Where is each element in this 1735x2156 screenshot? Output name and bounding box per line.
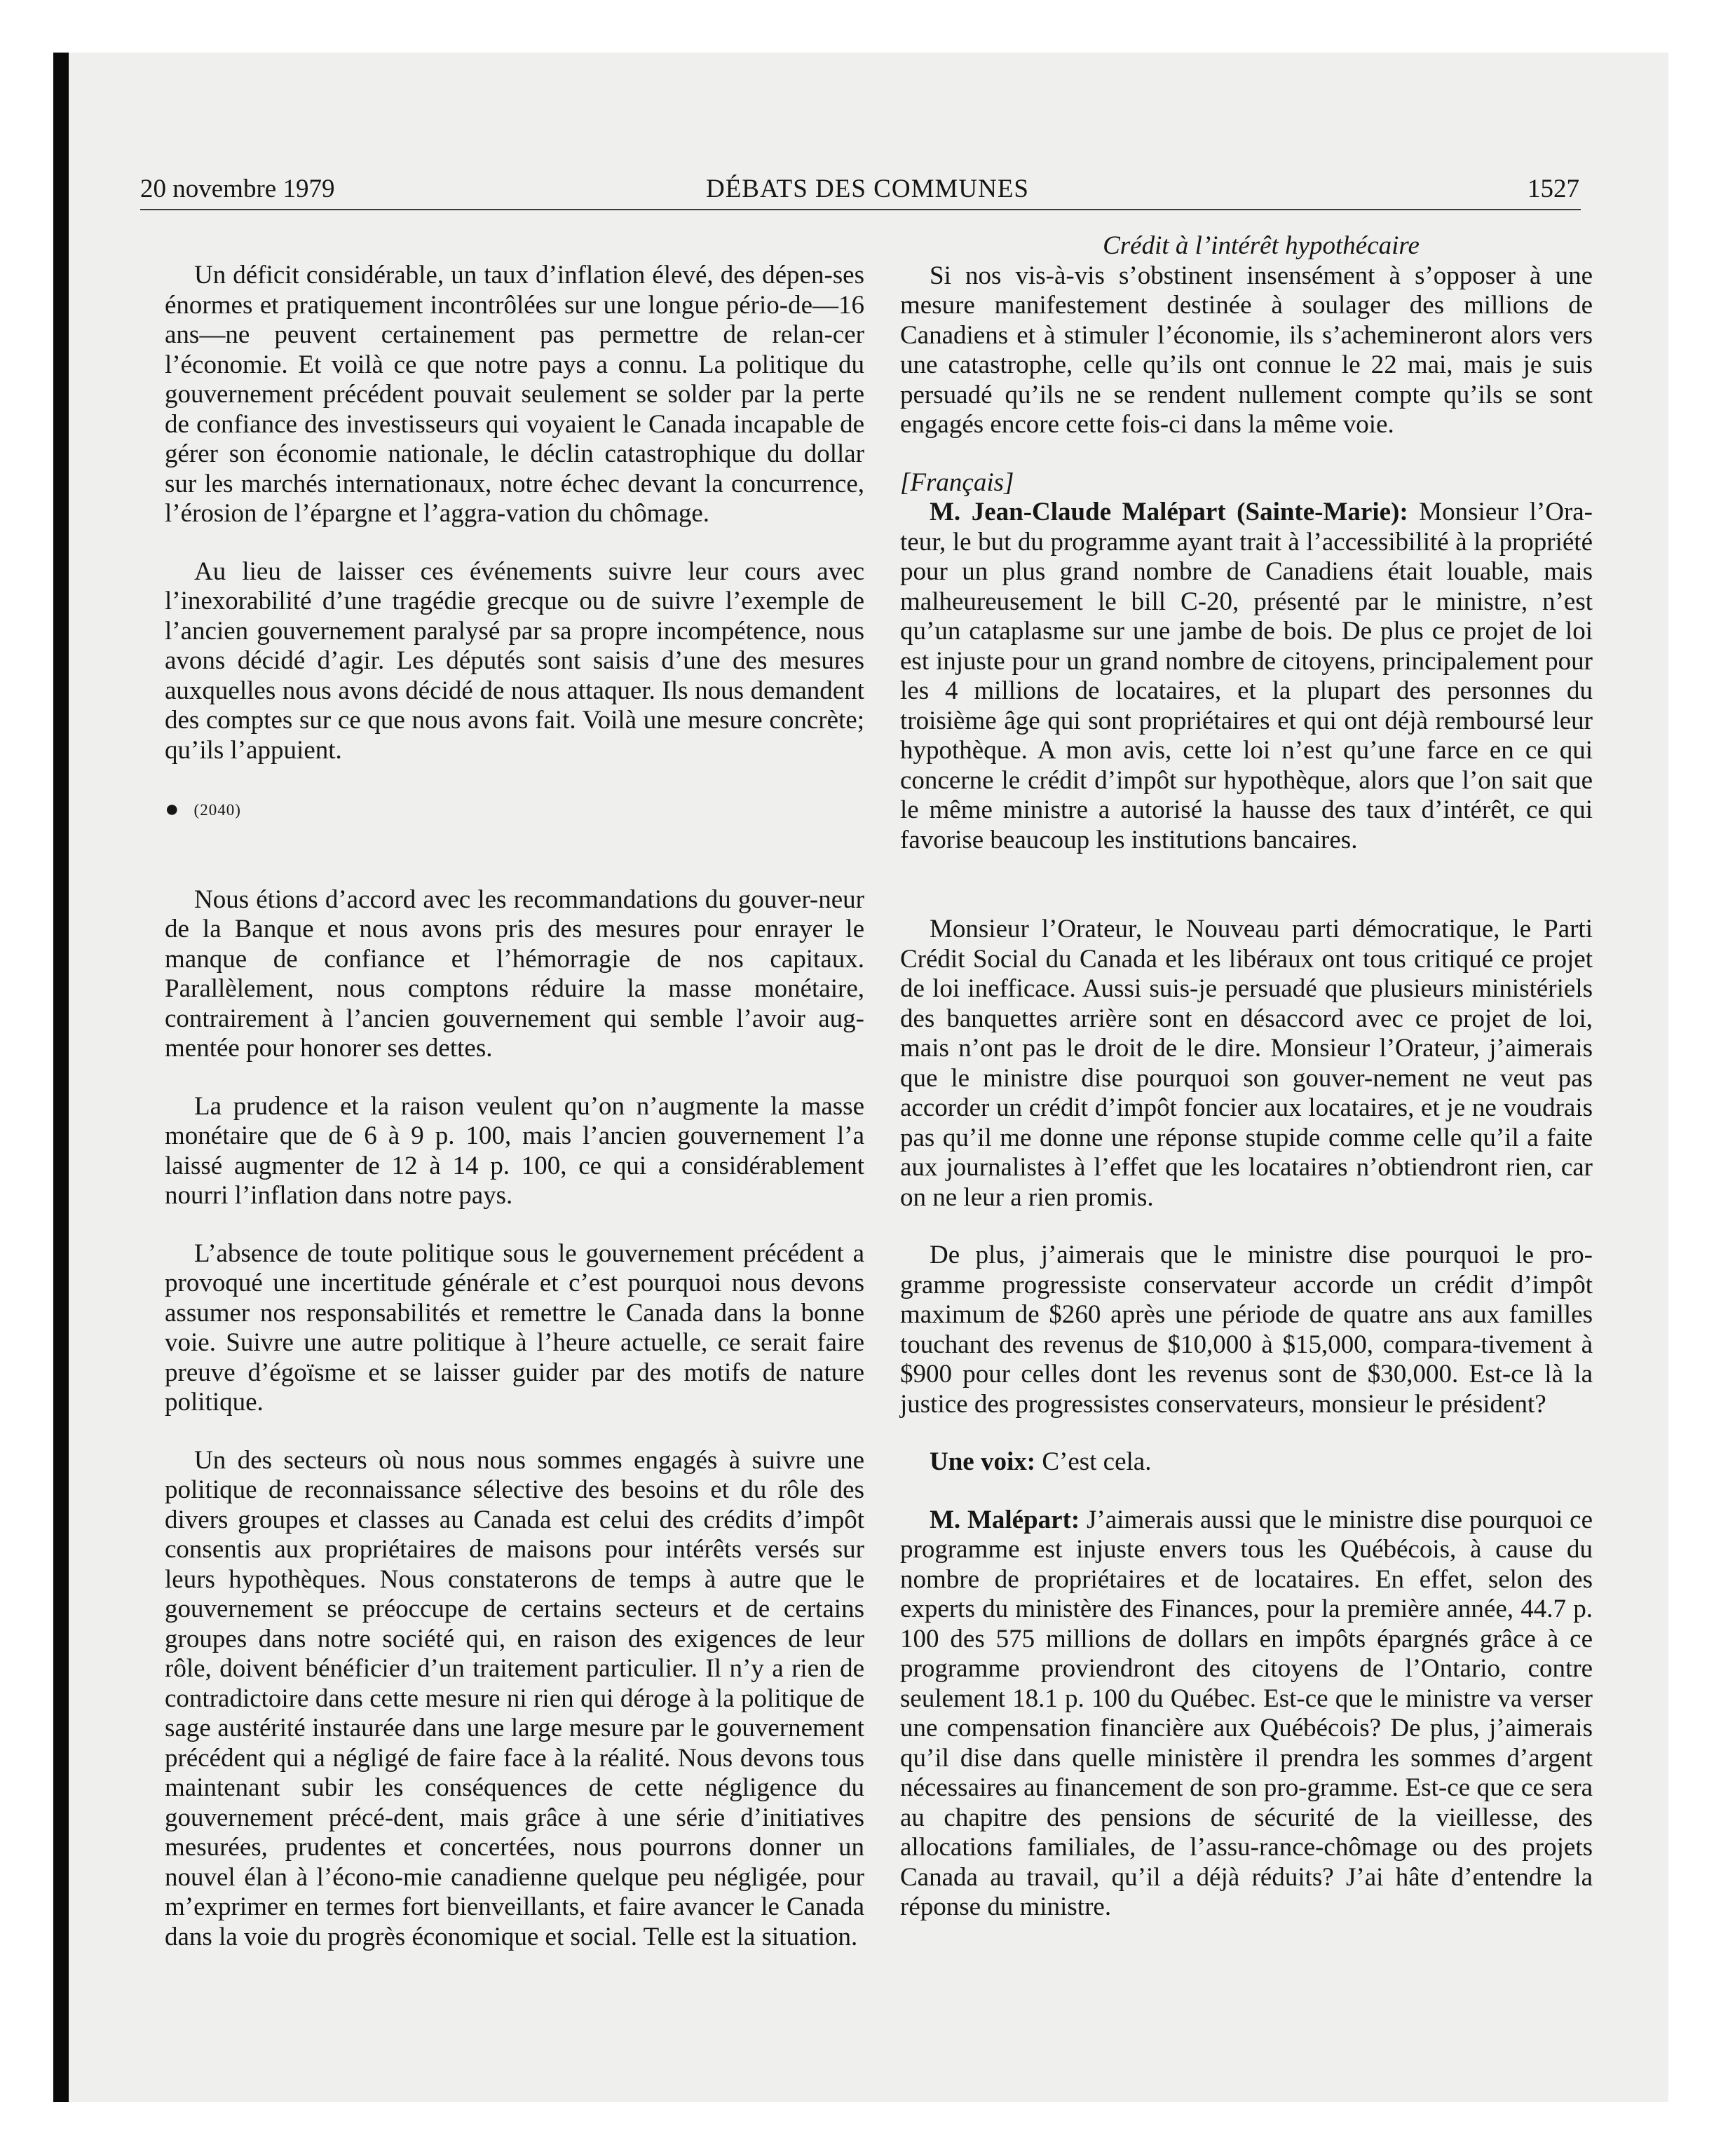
paragraph-secteurs: Un des secteurs où nous nous sommes engagés à suivre une politique de reconnaissance sélective des besoins et du rôle des divers groupes et classes au Canada est celui des crédits d’impôt consentis aux propriétaires de maisons pour intérêts versés sur leurs hypothèques. Nous constaterons de temps à autre que le gouvernement se préoccupe de certains secteurs et de certains groupes dans notre société qui, en raison des exigences de leur rôle, doivent bénéficier d’un traitement particulier. Il n’y a rien de contradictoire dans cette mesure ni rien qui déroge à la politique de sage austérité instaurée dans une large mesure par le gouvernement précédent qui a négligé de faire face à la réalité. Nous devons tous maintenant subir les conséquences de cette négligence du gouvernement précé-dent, mais grâce à une série d’initiatives mesurées, prudentes et concertées, nous pourrons donner un nouvel élan à l’écono-mie canadienne quelque peu négligée, pour m’exprimer en termes fort bienveillants, et faire avancer le Canada dans la voie du progrès économique et social. Telle est la situation.: [165, 1445, 864, 1951]
speech-une-voix: [900, 1447, 1593, 1478]
paragraph-programme: De plus, j’aimerais que le ministre dise pourquoi le pro-gramme progressiste conservateur accorde un crédit d’impôt maximum de $260 après une période de quatre ans aux familles touchant des revenus de $10,000 à $15,000, compara-tivement à $900 pour celles dont les revenus sont de $30,000. Est-ce là la justice des progressistes conservateurs, monsieur le président?: [900, 1241, 1593, 1419]
bullet-icon: ●: [165, 796, 180, 822]
header-rule: [140, 209, 1581, 210]
language-tag: [Français]: [900, 468, 1014, 497]
left-column: [165, 231, 864, 1952]
speech-text: J’aimerais aussi que le ministre dise pourquoi ce programme est injuste envers tous les Québécois, à cause du nombre de propriétaires et de locataires. En effet, selon des experts du ministère des Finances, pour la première année, 44.7 p. 100 des 575 millions de dollars en impôts épargnés grâce à ce programme proviendront des citoyens de l’Ontario, contre seulement 18.1 p. 100 du Québec. Est-ce que le ministre va verser une compensation financière aux Québécois? De plus, j’aimerais qu’il dise dans quelle ministère il prendra les sommes d’argent nécessaires au financement de son pro-gramme. Est-ce que ce sera au chapitre des pensions de sécurité de la vieillesse, des allocations familiales, de l’assu-rance-chômage ou des projets Canada au travail, qu’il a déjà réduits? J’ai hâte d’entendre la réponse du ministre.: [900, 1505, 1593, 1921]
paragraph-orateur: Monsieur l’Orateur, le Nouveau parti démocratique, le Parti Crédit Social du Canada et les libéraux ont tous critiqué ce projet de loi inefficace. Aussi suis-je persuadé que plusieurs ministériels des banquettes arrière sont en désaccord avec ce projet de loi, mais n’ont pas le droit de le dire. Monsieur l’Orateur, j’aimerais que le ministre dise pourquoi son gouver-nement ne veut pas accorder un crédit d’impôt foncier aux locataires, et je ne voudrais pas qu’il me donne une réponse stupide comme celle qu’il a faite aux journalistes à l’effet que les locataires n’obtiendront rien, car on ne leur a rien promis.: [900, 915, 1593, 1212]
paragraph-vis-a-vis: Si nos vis-à-vis s’obstinent insensément à s’opposer à une mesure manifestement destinée à soulager des millions de Canadiens et à stimuler l’économie, ils s’achemineront alors vers une catastrophe, celle qu’ils ont connue le 22 mai, mais je suis persuadé qu’ils ne se rendent nullement compte qu’ils se sont engagés encore cette fois-ci dans la même voie.: [900, 261, 1593, 439]
speech-malepart-2: [900, 1506, 1593, 1923]
paragraph-deficit: Un déficit considérable, un taux d’inflation élevé, des dépen-ses énormes et pratiquement incontrôlées sur une longue pério-de—16 ans—ne peuvent certainement pas permettre de relan-cer l’économie. Et voilà ce que notre pays a connu. La politique du gouvernement précédent pouvait seulement se solder par la perte de confiance des investisseurs qui voyaient le Canada incapable de gérer son économie nationale, le déclin catastrophique du dollar sur les marchés internationaux, notre échec devant la concurrence, l’érosion de l’épargne et l’aggra-vation du chômage.: [165, 261, 864, 528]
running-head-title: DÉBATS DES COMMUNES: [705, 175, 1029, 203]
paragraph-banque: Nous étions d’accord avec les recommandations du gouver-neur de la Banque et nous avons pris des mesures pour enrayer le manque de confiance et l’hémorragie de nos capitaux. Parallèlement, nous comptons réduire la masse monétaire, contrairement à l’ancien gouvernement qui semble l’avoir aug-mentée pour honorer ses dettes.: [165, 885, 864, 1063]
section-heading: Crédit à l’intérêt hypothécaire: [1103, 231, 1420, 260]
speaker-name: M. Malépart:: [930, 1505, 1080, 1534]
time-marker-label: (2040): [193, 801, 241, 819]
paragraph-absence: L’absence de toute politique sous le gouvernement précédent a provoqué une incertitude générale et c’est pourquoi nous devons assumer nos responsabilités et remettre le Canada dans la bonne voie. Suivre une autre politique à l’heure actuelle, ce serait faire preuve d’égoïsme et se laisser guider par des motifs de nature politique.: [165, 1239, 864, 1417]
paragraph-prudence: La prudence et la raison veulent qu’on n’augmente la masse monétaire que de 6 à 9 p. 100, mais l’ancien gouvernement l’a laissé augmenter de 12 à 14 p. 100, ce qui a considérablement nourri l’inflation dans notre pays.: [165, 1091, 864, 1210]
speaker-name: M. Jean-Claude Malépart (Sainte-Marie):: [930, 498, 1408, 526]
speaker-name: Une voix:: [930, 1447, 1036, 1476]
speech-text: Monsieur l’Ora-teur, le but du programme ayant trait à l’accessibilité à la propriété pour un plus grand nombre de Canadiens était louable, mais malheureusement le bill C-20, présenté par le ministre, n’est qu’un cataplasme sur une jambe de bois. De plus ce projet de loi est injuste pour un grand nombre de citoyens, principalement pour les 4 millions de locataires, et la plupart des personnes du troisième âge qui sont propriétaires et qui ont déjà remboursé leur hypothèque. A mon avis, cette loi n’est qu’une farce en ce qui concerne le crédit d’impôt sur hypothèque, alors que l’on sait que le même ministre a autorisé la hausse des taux d’intérêt, ce qui favorise beaucoup les institutions bancaires.: [900, 498, 1593, 854]
right-column: [900, 231, 1593, 1923]
speech-text: C’est cela.: [1042, 1447, 1152, 1476]
page-number: 1527: [1528, 175, 1579, 203]
paragraph-tragedie: Au lieu de laisser ces événements suivre leur cours avec l’inexorabilité d’une tragédie grecque ou de suivre l’exemple de l’ancien gouvernement paralysé par sa propre incompétence, nous avons décidé d’agir. Les députés sont saisis d’une des mesures auxquelles nous avons décidé de nous attaquer. Ils nous demandent des comptes sur ce que nous avons fait. Voilà une mesure concrète; qu’ils l’appuient.: [165, 557, 864, 765]
speech-malepart-1: [900, 498, 1593, 855]
scan-edge: [53, 53, 69, 2102]
running-head-date: 20 novembre 1979: [140, 175, 335, 203]
time-marker: [165, 793, 864, 826]
